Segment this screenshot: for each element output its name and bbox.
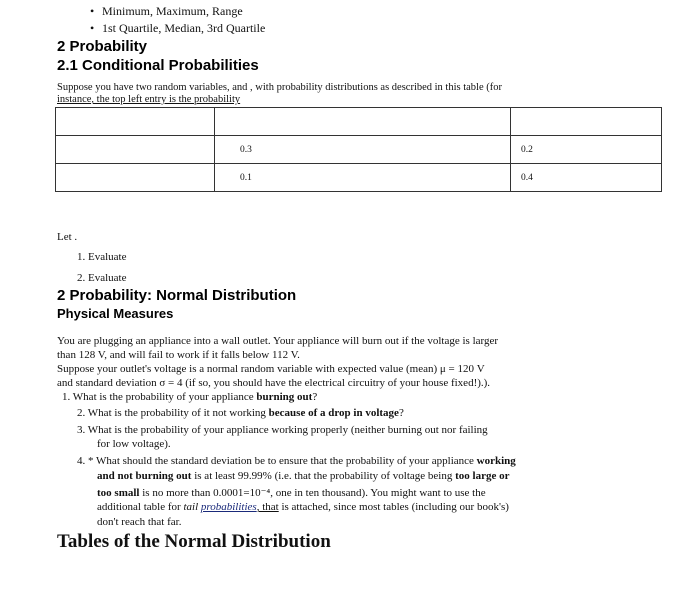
table-row bbox=[56, 164, 662, 192]
section-heading-normal: 2 Probability: Normal Distribution bbox=[57, 287, 297, 304]
question-1-end: ? bbox=[312, 391, 318, 403]
question-4-line-3 bbox=[97, 486, 486, 499]
table-cell: 0.2 bbox=[511, 136, 662, 164]
bullet-icon: • bbox=[90, 4, 95, 18]
question-4-bold: too large or bbox=[455, 470, 510, 482]
evaluate-item-2: 2. Evaluate bbox=[77, 272, 127, 284]
scenario-line-2: than 128 V, and will fail to work if it falls below 112 V. bbox=[57, 349, 300, 361]
table-cell bbox=[511, 108, 662, 136]
scenario-line-3: Suppose your outlet's voltage is a normal random variable with expected value (mean) μ = 120 V bbox=[57, 363, 485, 375]
probability-table bbox=[55, 107, 662, 192]
intro-line-1: Suppose you have two random variables, and , with probability distributions as described in this table (for bbox=[57, 82, 502, 93]
scenario-line-4: and standard deviation σ = 4 (if so, you should have the electrical circuitry of your house fixed!).). bbox=[57, 377, 491, 389]
question-4-bold: working bbox=[476, 455, 516, 467]
bullet-item bbox=[90, 21, 265, 36]
table-cell: 0.4 bbox=[511, 164, 662, 192]
bullet-text: 1st Quartile, Median, 3rd Quartile bbox=[102, 21, 266, 35]
bullet-item bbox=[90, 4, 243, 19]
question-4-text: is no more than 0.0001=10⁻⁴, one in ten thousand). You might want to use the bbox=[139, 487, 486, 499]
table-cell: 0.3 bbox=[215, 136, 511, 164]
intro-line-2: instance, the top left entry is the probability bbox=[57, 94, 241, 105]
question-3-line-1: 3. What is the probability of your appliance working properly (neither burning out nor failing bbox=[77, 424, 488, 436]
question-1-text: 1. What is the probability of your appliance bbox=[62, 391, 257, 403]
question-4-bold: and not burning out bbox=[97, 470, 192, 482]
question-4-italic: tail bbox=[183, 501, 201, 513]
question-2 bbox=[77, 407, 404, 419]
table-cell bbox=[215, 108, 511, 136]
table-cell bbox=[56, 164, 215, 192]
question-4-line-4 bbox=[97, 501, 509, 513]
question-1-bold: burning out bbox=[256, 391, 313, 403]
tail-probabilities-link[interactable]: probabilities bbox=[200, 501, 257, 513]
question-2-text: 2. What is the probability of it not working bbox=[77, 407, 269, 419]
table-cell: 0.1 bbox=[215, 164, 511, 192]
question-4-text: 4. * What should the standard deviation be to ensure that the probability of your appliance bbox=[77, 455, 477, 467]
tables-heading: Tables of the Normal Distribution bbox=[57, 531, 331, 552]
bullet-icon: • bbox=[90, 21, 95, 35]
question-4-line-2 bbox=[97, 470, 509, 482]
question-2-end: ? bbox=[398, 407, 404, 419]
table-cell bbox=[56, 108, 215, 136]
subheading-physical-measures: Physical Measures bbox=[57, 306, 174, 321]
question-3-line-2: for low voltage). bbox=[97, 438, 171, 450]
table-row bbox=[56, 136, 662, 164]
question-4-line-5: don't reach that far. bbox=[97, 516, 182, 528]
question-4-text: additional table for bbox=[97, 501, 184, 513]
question-4-line-1 bbox=[77, 455, 516, 467]
question-4-text: , that bbox=[256, 501, 279, 513]
section-heading-probability: 2 Probability bbox=[57, 38, 148, 55]
question-4-text: is at least 99.99% (i.e. that the probability of voltage being bbox=[191, 470, 456, 482]
question-4-bold: too small bbox=[97, 487, 140, 499]
table-row bbox=[56, 108, 662, 136]
bullet-text: Minimum, Maximum, Range bbox=[102, 4, 243, 18]
subsection-heading-conditional: 2.1 Conditional Probabilities bbox=[57, 57, 259, 74]
let-text: Let . bbox=[57, 231, 78, 243]
question-4-text: is attached, since most tables (including our book's) bbox=[278, 501, 509, 513]
scenario-line-1: You are plugging an appliance into a wall outlet. Your appliance will burn out if the voltage is larger bbox=[57, 335, 499, 347]
evaluate-item-1: 1. Evaluate bbox=[77, 251, 127, 263]
table-cell bbox=[56, 136, 215, 164]
question-1 bbox=[62, 391, 317, 403]
question-2-bold: because of a drop in voltage bbox=[268, 407, 399, 419]
